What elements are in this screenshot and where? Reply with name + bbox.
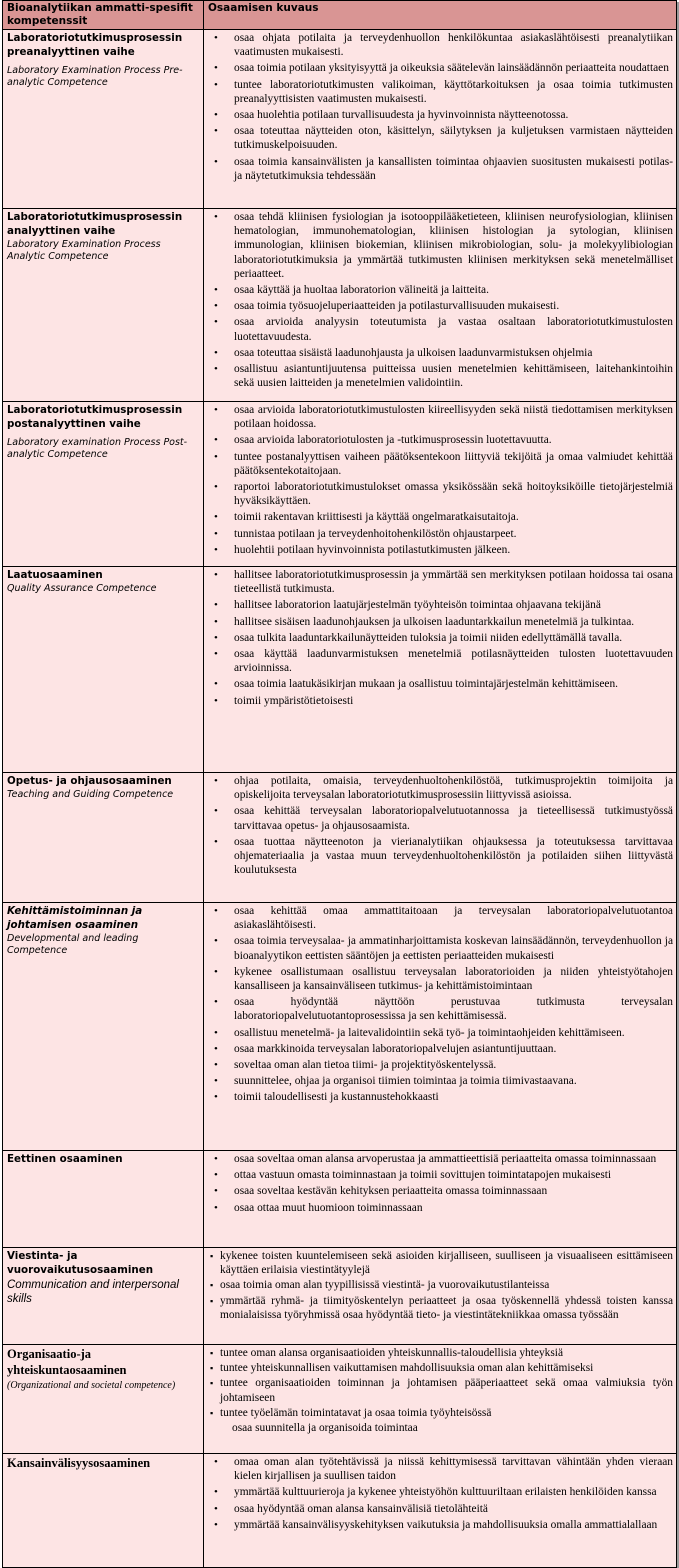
competence-english: Communication and interpersonal skills <box>7 1279 179 1305</box>
list-item: • osaa toimia työsuojeluperiaatteiden ja potilasturvallisuuden mukaisesti. <box>208 299 673 313</box>
table-row <box>3 903 677 1151</box>
description-cell <box>204 1345 677 1454</box>
description-list <box>208 568 673 708</box>
list-item: • hallitsee laboratoriotutkimusprosessin ja ymmärtää sen merkityksen potilaan hoidossa tai osana tieteellistä tutkimusta. <box>208 568 673 596</box>
competence-cell <box>3 1345 204 1454</box>
competence-title: Viestinta- ja vuorovaikutusosaaminen <box>7 1250 154 1276</box>
list-item: • osaa hyödyntää oman alansa kansainvälisiä tietolähteitä <box>208 1502 673 1516</box>
competence-cell <box>3 773 204 903</box>
competence-cell <box>3 1454 204 1568</box>
competence-cell <box>3 209 204 402</box>
competence-english: Laboratory Examination Process Pre-analytic Competence <box>7 65 183 88</box>
competence-title: Laatuosaaminen <box>7 569 103 581</box>
list-item: ▪ tuntee organisaatioiden toiminnan ja johtamisen pääperiaatteet sekä omaa valmiuksia työn johtamiseen <box>208 1376 673 1404</box>
list-item: ▪ kykenee toisten kuuntelemiseen sekä asioiden kirjalliseen, suulliseen ja visuaaliseen esittämiseen käyttäen erilaisia viestintätyylejä <box>208 1249 673 1277</box>
competence-english: (Organizational and societal competence) <box>7 1380 176 1391</box>
list-item: ▪ osaa toimia oman alan tyypillisissä viestintä- ja vuorovaikutustilanteissa <box>208 1278 673 1292</box>
description-list <box>208 1152 673 1215</box>
list-item: • osaa toteuttaa näytteiden oton, käsittelyn, säilytyksen ja kuljetuksen varmistaen näytteiden tutkimuskelpoisuuden. <box>208 124 673 152</box>
list-item: • toimii taloudellisesti ja kustannustehokkaasti <box>208 1090 673 1104</box>
description-cell <box>204 903 677 1151</box>
list-item: • toimii rakentavan kriittisesti ja käyttää ongelmaratkaisutaitoja. <box>208 510 673 524</box>
competence-english: Developmental and leading Competence <box>7 933 139 956</box>
header-competences: Bioanalytiikan ammatti-spesifit kompetenssit <box>3 1 204 30</box>
list-item: ▪ tuntee työelämän toimintatavat ja osaa toimia työyhteisössä <box>208 1406 673 1420</box>
description-cell <box>204 30 677 209</box>
competence-title: Laboratoriotutkimusprosessin preanalyyttinen vaihe <box>7 32 183 58</box>
list-item: • osaa huolehtia potilaan turvallisuudesta ja hyvinvoinnista näytteenotossa. <box>208 108 673 122</box>
list-item: • osaa arvioida analyysin toteutumista ja vastaa osaltaan laboratoriotutkimustulosten luotettavuudesta. <box>208 315 673 343</box>
competence-cell <box>3 567 204 773</box>
list-item: • ottaa vastuun omasta toiminnastaan ja toimii sovittujen toimintatapojen mukaisesti <box>208 1168 673 1182</box>
competence-english: Teaching and Guiding Competence <box>7 789 174 800</box>
competence-cell <box>3 402 204 567</box>
list-item: • osaa tuottaa näytteenoton ja vierianalytiikan ohjauksessa ja toteutuksessa tarvittavaa ohjemateriaalia ja vastaa muun terveydenhuoltohenkilöstön ja potilaiden siihen liittyvästä koulutuksesta <box>208 835 673 878</box>
list-item: • tuntee postanalyyttisen vaiheen päätöksentekoon liittyviä tekijöitä ja omaa valmiudet kehittää päätöksentekotaitojaan. <box>208 450 673 478</box>
list-item: • toimii ympäristötietoisesti <box>208 694 673 708</box>
list-item: • osaa arvioida laboratoriotutkimustulosten kiireellisyyden sekä niistä tiedottamisen merkityksen potilaan hoidossa. <box>208 403 673 431</box>
list-item: • osaa toteuttaa sisäistä laadunohjausta ja ulkoisen laadunvarmistuksen ohjelmia <box>208 346 673 360</box>
competence-cell <box>3 1248 204 1345</box>
description-cell <box>204 567 677 773</box>
list-item: • huolehtii potilaan hyvinvoinnista potilastutkimusten jälkeen. <box>208 543 673 557</box>
list-item: ▪ tuntee yhteiskunnallisen vaikuttamisen mahdollisuuksia oman alan kehittämiseksi <box>208 1361 673 1375</box>
list-item: • osaa hyödyntää näyttöön perustuvaa tutkimusta terveysalan laboratoriopalvelutuotantoprosessissa ja sen kehittämisessä. <box>208 995 673 1023</box>
list-item: • osaa kehittää omaa ammattitaitoaan ja terveysalan laboratoriopalvelutuotantoa asiakaslähtöisesti. <box>208 904 673 932</box>
description-cell <box>204 1454 677 1568</box>
description-cell <box>204 773 677 903</box>
description-list <box>208 31 673 183</box>
list-item: • tunnistaa potilaan ja terveydenhoitohenkilöstön ohjaustarpeet. <box>208 527 673 541</box>
competence-title: Kehittämistoiminnan ja johtamisen osaaminen <box>7 905 143 931</box>
list-item: • raportoi laboratoriotutkimustulokset omassa yksikössään sekä hoitoyksiköille tietojärjestelmiä hyväksikäyttäen. <box>208 480 673 508</box>
list-item: • soveltaa oman alan tietoa tiimi- ja projektityöskentelyssä. <box>208 1058 673 1072</box>
description-cell <box>204 1248 677 1345</box>
table-row <box>3 1248 677 1345</box>
list-item: • suunnittelee, ohjaa ja organisoi tiimien toimintaa ja toimia tiimivastaavana. <box>208 1074 673 1088</box>
list-item: • osallistuu menetelmä- ja laitevalidointiin sekä työ- ja toimintaohjeiden kehittämiseen. <box>208 1026 673 1040</box>
list-item: • ymmärtää kulttuurieroja ja kykenee yhteistyöhön kulttuuriltaan erilaisten henkilöiden kanssa <box>208 1485 673 1499</box>
table-header-row <box>3 1 677 30</box>
description-list <box>208 210 673 390</box>
list-item: • osaa arvioida laboratoriotulosten ja -tutkimusprosessin luotettavuutta. <box>208 433 673 447</box>
description-list <box>208 403 673 557</box>
competence-cell <box>3 1151 204 1248</box>
description-cell <box>204 402 677 567</box>
list-item: • hallitsee sisäisen laadunohjauksen ja ulkoisen laaduntarkkailun menetelmiä ja tulkintaa. <box>208 615 673 629</box>
competence-title: Organisaatio-ja yhteiskuntaosaaminen <box>7 1347 127 1377</box>
list-item: • osaa toimia potilaan yksityisyyttä ja oikeuksia säätelevän lainsäädännön periaatteita noudattaen <box>208 61 673 75</box>
table-row <box>3 1151 677 1248</box>
table-row <box>3 402 677 567</box>
description-list <box>208 1346 673 1435</box>
list-item: • osaa soveltaa kestävän kehityksen periaatteita omassa toiminnassaan <box>208 1184 673 1198</box>
competence-cell <box>3 903 204 1151</box>
list-item: • osaa käyttää laadunvarmistuksen menetelmiä potilasnäytteiden tulosten luotettavuuden arvioinnissa. <box>208 647 673 675</box>
competence-cell <box>3 30 204 209</box>
competence-title: Laboratoriotutkimusprosessin postanalyyttinen vaihe <box>7 404 183 430</box>
list-item: • osaa kehittää terveysalan laboratoriopalvelutuotannossa ja tieteellisessä tutkimustyössä tarvittavaa opetus- ja ohjausosaamista. <box>208 804 673 832</box>
list-item: • kykenee osallistumaan osallistuu terveysalan laboratorioiden ja niiden yhteistyötahojen kansalliseen ja kansainväliseen tutkimus- ja kehittämistoimintaan <box>208 965 673 993</box>
list-item: • osaa markkinoida terveysalan laboratoriopalvelujen asiantuntijuuttaan. <box>208 1042 673 1056</box>
list-item: ▪ tuntee oman alansa organisaatioiden yhteiskunnallis-taloudellisia yhteyksiä <box>208 1346 673 1360</box>
list-item: ▪ ymmärtää ryhmä- ja tiimityöskentelyn periaatteet ja osaa työskennellä yhdessä toisten kanssa monialaisissa työryhmissä osaa hyödyntää tieto- ja viestintätekniikkaa omassa työssään <box>208 1294 673 1322</box>
list-item: • osaa ohjata potilaita ja terveydenhuollon henkilökuntaa asiakaslähtöisesti preanalytiikan vaatimusten mukaisesti. <box>208 31 673 59</box>
list-item: • osaa ottaa muut huomioon toiminnassaan <box>208 1201 673 1215</box>
table-row <box>3 773 677 903</box>
description-list <box>208 774 673 877</box>
competence-english: Quality Assurance Competence <box>7 583 157 594</box>
table-row <box>3 567 677 773</box>
list-item: • ohjaa potilaita, omaisia, terveydenhuoltohenkilöstöä, tutkimusprojektin toimijoita ja opiskelijoita terveysalan laboratoriotutkimusprosessiin liittyvissä asioissa. <box>208 774 673 802</box>
list-item: • tuntee laboratoriotutkimusten valikoiman, käyttötarkoituksen ja osaa toimia tutkimusten preanalyyttisisten vaatimusten mukaisesti. <box>208 78 673 106</box>
list-item-continuation: osaa suunnitella ja organisoida toimintaa <box>232 1422 418 1435</box>
competence-title: Opetus- ja ohjausosaaminen <box>7 775 172 787</box>
list-item: • osaa tehdä kliinisen fysiologian ja isotooppilääketieteen, kliinisen neurofysiologian, kliinisen hematologian, immunohematologian, kliinisen histologian ja sytologian, kliinisen immunologian, kliinisen biokemian, kliinisen mikrobiologian, solu- ja molekyylibiologian laboratoriotutkimuksia ja ymmärtää tutkimusten kliinisen merkityksen sekä menetelmälliset periaatteet. <box>208 210 673 281</box>
list-item: • omaa oman alan työtehtävissä ja niissä kehittymisessä tarvittavan vähintään yhden vieraan kielen kirjallisen ja suullisen taidon <box>208 1455 673 1483</box>
list-item: • ymmärtää kansainvälisyyskehityksen vaikutuksia ja mahdollisuuksia omalla ammattialallaan <box>208 1518 673 1532</box>
table-row <box>3 209 677 402</box>
description-list <box>208 1455 673 1532</box>
competence-english: Laboratory examination Process Post-analytic Competence <box>7 437 188 460</box>
description-list <box>208 1249 673 1322</box>
competence-title: Eettinen osaaminen <box>7 1153 123 1165</box>
competence-title: Laboratoriotutkimusprosessin analyyttinen vaihe <box>7 211 183 237</box>
list-item: • osaa tulkita laaduntarkkailunäytteiden tuloksia ja toimii niiden edellyttämällä tavalla. <box>208 631 673 645</box>
table-row <box>3 1345 677 1454</box>
list-item: • osaa toimia kansainvälisten ja kansallisten toimintaa ohjaavien suositusten mukaisesti potilas- ja näytetutkimuksia tehdessään <box>208 155 673 183</box>
list-item: • hallitsee laboratorion laatujärjestelmän työyhteisön toimintaa ohjaavana tekijänä <box>208 598 673 612</box>
competence-title: Kansainvälisyysosaaminen <box>7 1456 151 1470</box>
table-row <box>3 1454 677 1568</box>
list-item: • osaa käyttää ja huoltaa laboratorion välineitä ja laitteita. <box>208 283 673 297</box>
description-cell <box>204 1151 677 1248</box>
description-list <box>208 904 673 1105</box>
list-item: • osallistuu asiantuntijuutensa puitteissa uusien menetelmien kehittämiseen, laitehankintoihin sekä uusien laitteiden ja menetelmien validointiin. <box>208 362 673 390</box>
competence-english: Laboratory Examination Process Analytic Competence <box>7 239 161 262</box>
competence-table <box>2 0 677 1568</box>
header-description: Osaamisen kuvaus <box>204 1 677 30</box>
description-cell <box>204 209 677 402</box>
list-item: • osaa toimia laatukäsikirjan mukaan ja osallistuu toimintajärjestelmän kehittämiseen. <box>208 677 673 691</box>
list-item: • osaa toimia terveysalaa- ja ammatinharjoittamista koskevan lainsäädännön, terveydenhuollon ja bioanalyytikon eettisten sääntöjen ja eettisten periaatteiden mukaisesti <box>208 934 673 962</box>
list-item: • osaa soveltaa oman alansa arvoperustaa ja ammattieettisiä periaatteita omassa toiminnassaan <box>208 1152 673 1166</box>
table-row <box>3 30 677 209</box>
